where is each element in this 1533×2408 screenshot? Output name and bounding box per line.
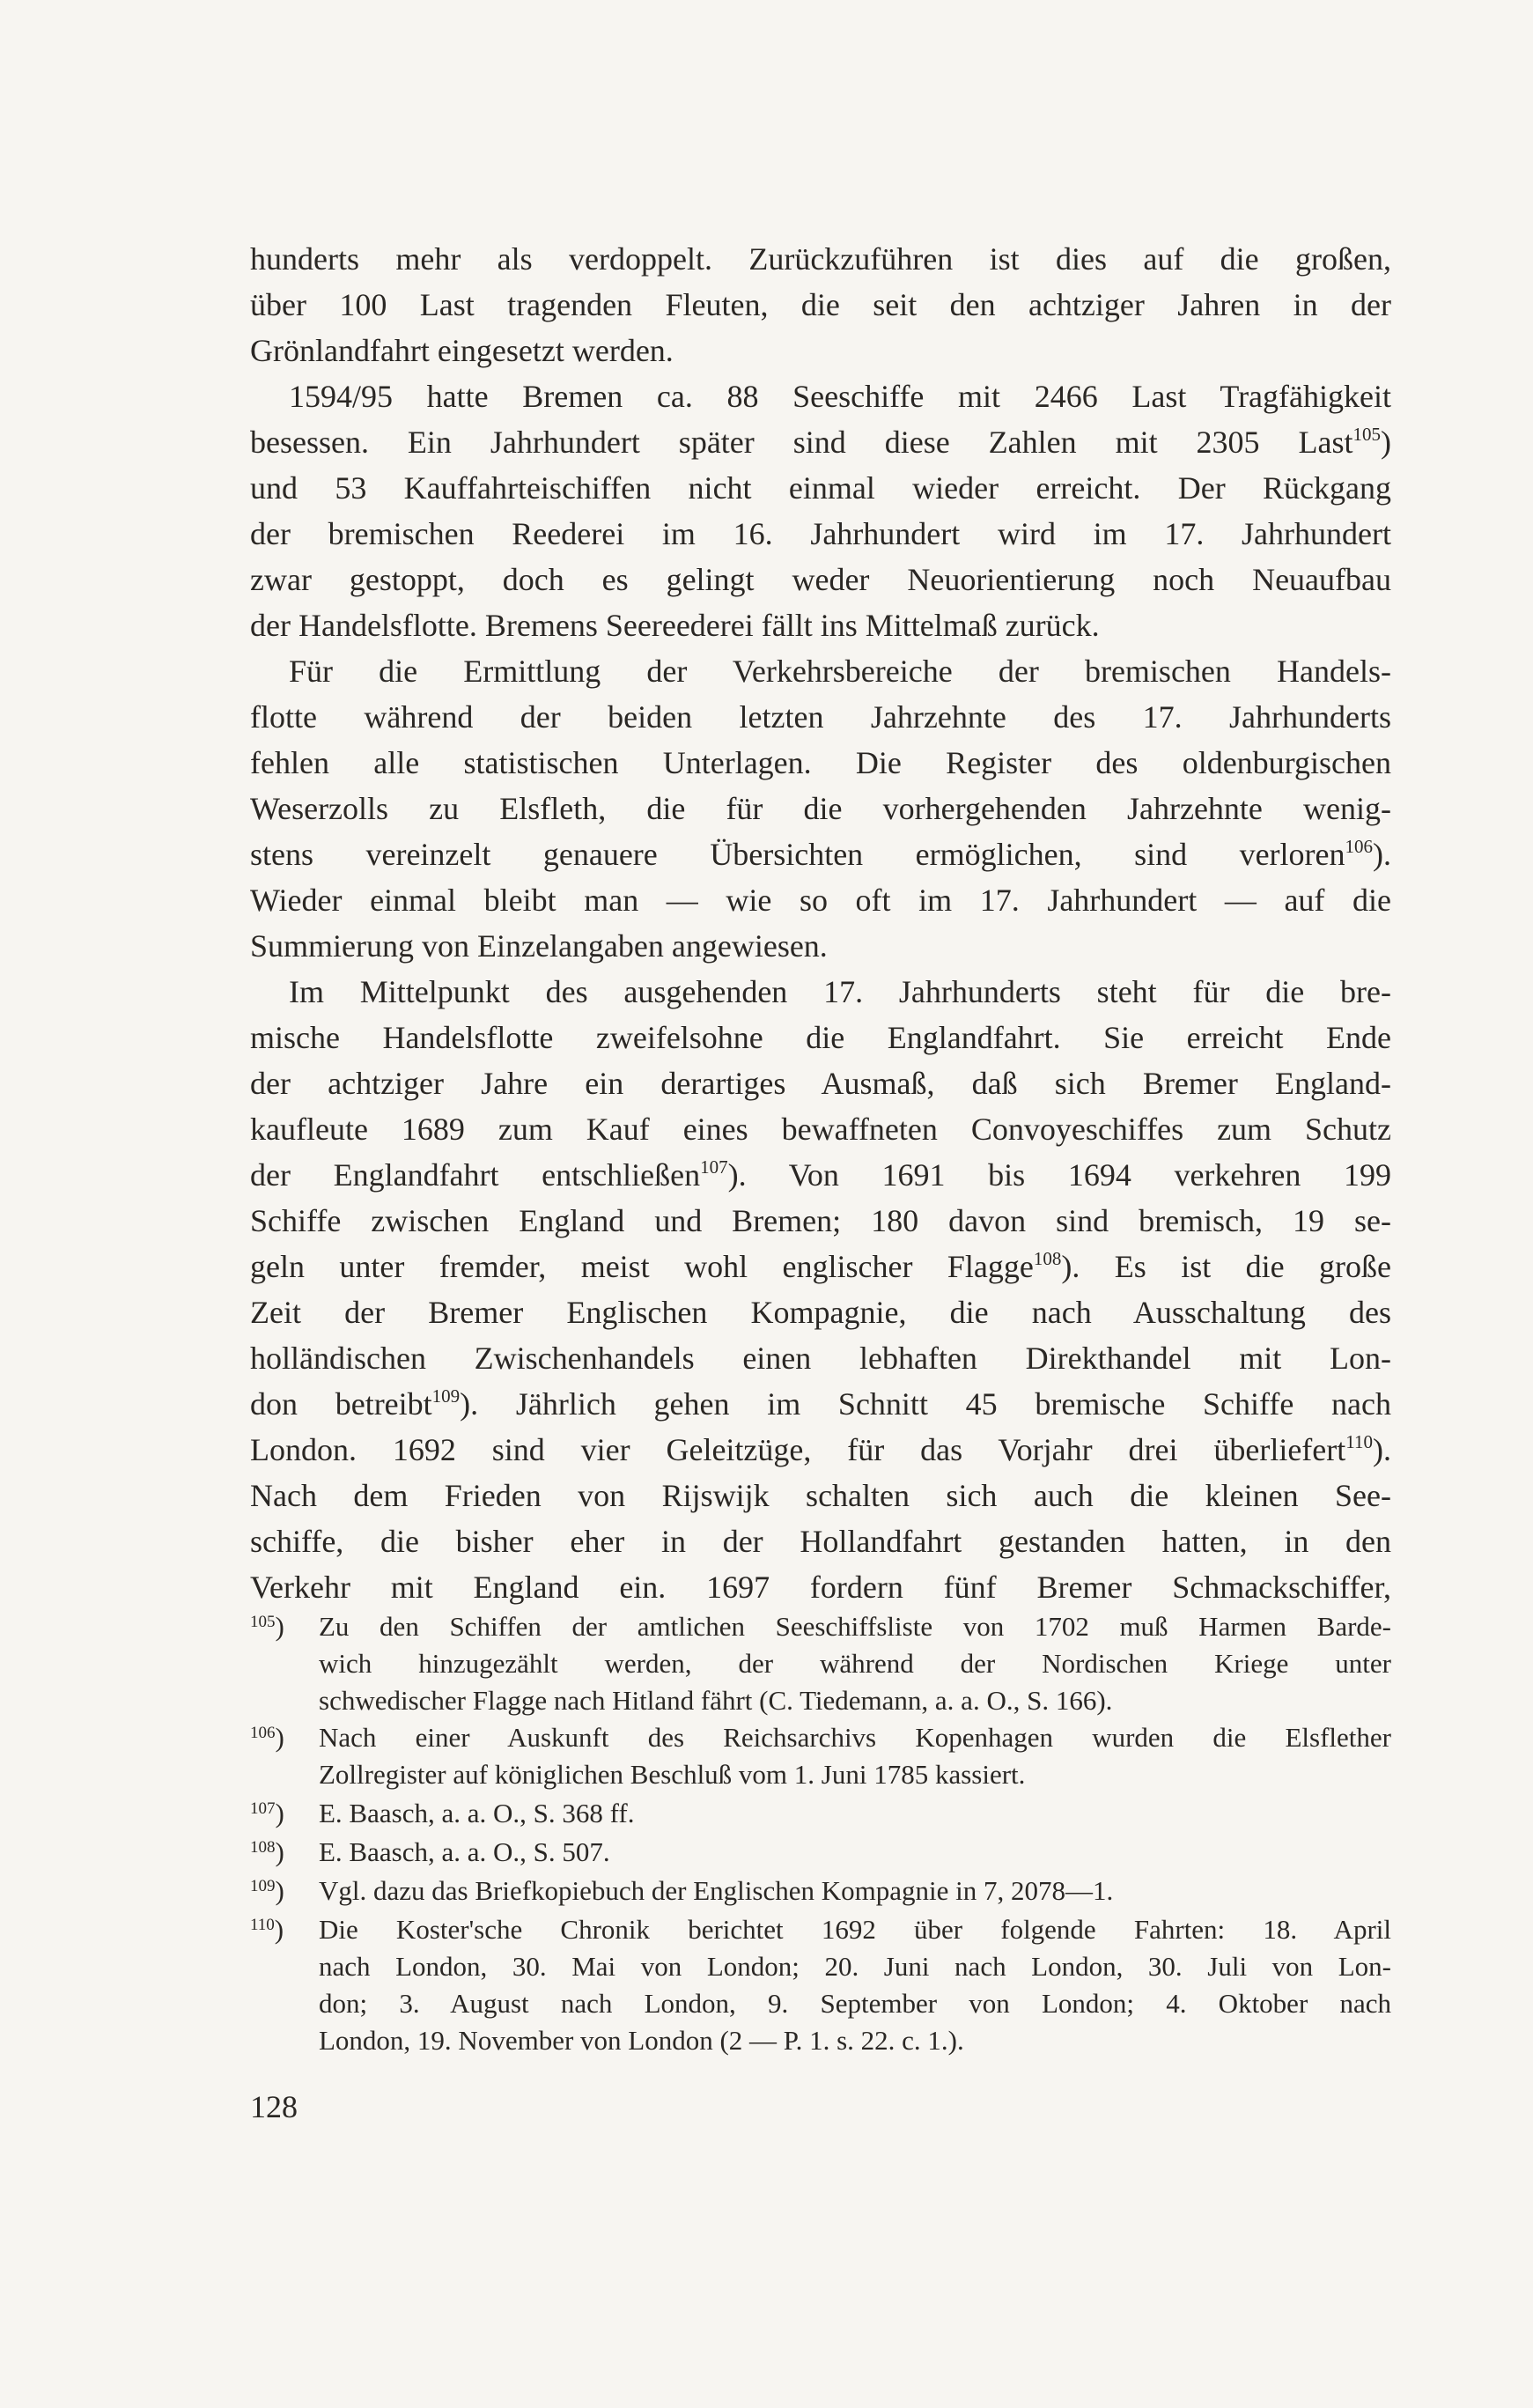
footnote-number: $^{107}$) xyxy=(250,1798,284,1828)
footnote-ref-110: 110 xyxy=(1345,1431,1373,1452)
text-line xyxy=(250,1427,1391,1473)
footnote-line: E. Baasch, a. a. O., S. 507. xyxy=(319,1836,610,1867)
text-line xyxy=(250,831,1391,877)
text-line: Grönlandfahrt eingesetzt werden. xyxy=(250,333,674,368)
footnote-line: nach London, 30. Mai von London; 20. Juni nach London, 30. Juli von Lon- xyxy=(319,1951,1391,1982)
text-line xyxy=(250,419,1391,465)
footnote-line: don; 3. August nach London, 9. September von London; 4. Oktober nach xyxy=(319,1988,1391,2019)
text-segment: ). Es ist die große xyxy=(1061,1249,1392,1284)
footnote-line: Vgl. dazu das Briefkopiebuch der Englischen Kompagnie in 7, 2078—1. xyxy=(319,1875,1114,1906)
text-line: 1594/95 hatte Bremen ca. 88 Seeschiffe mit 2466 Last Tragfähigkeit xyxy=(289,379,1391,414)
text-segment: ) xyxy=(1381,425,1391,460)
text-line: und 53 Kauffahrteischiffen nicht einmal wieder erreicht. Der Rückgang xyxy=(250,470,1391,506)
text-line: Wieder einmal bleibt man — wie so oft im 17. Jahrhundert — auf die xyxy=(250,883,1391,918)
text-line: hunderts mehr als verdoppelt. Zurückzuführen ist dies auf die großen, xyxy=(250,241,1391,277)
text-line xyxy=(250,1152,1391,1198)
footnote-line: E. Baasch, a. a. O., S. 368 ff. xyxy=(319,1798,635,1828)
text-line: schiffe, die bisher eher in der Hollandfahrt gestanden hatten, in den xyxy=(250,1524,1391,1559)
text-line: Verkehr mit England ein. 1697 fordern fünf Bremer Schmackschiffer, xyxy=(250,1570,1391,1605)
text-line: Für die Ermittlung der Verkehrsbereiche der bremischen Handels- xyxy=(289,654,1391,689)
footnote-number: $^{106}$) xyxy=(250,1722,284,1753)
footnote-line: schwedischer Flagge nach Hitland fährt (C. Tiedemann, a. a. O., S. 166). xyxy=(319,1685,1113,1716)
text-line: Summierung von Einzelangaben angewiesen. xyxy=(250,928,828,964)
text-line: der bremischen Reederei im 16. Jahrhundert wird im 17. Jahrhundert xyxy=(250,516,1391,551)
text-segment: besessen. Ein Jahrhundert später sind diese Zahlen mit 2305 Last xyxy=(250,425,1353,460)
text-line: kaufleute 1689 zum Kauf eines bewaffneten Convoyeschiffes zum Schutz xyxy=(250,1112,1391,1147)
footnote-number: $^{110}$) xyxy=(250,1914,284,1945)
text-line: der achtziger Jahre ein derartiges Ausmaß, daß sich Bremer England- xyxy=(250,1066,1391,1101)
text-line: der Handelsflotte. Bremens Seereederei fällt ins Mittelmaß zurück. xyxy=(250,608,1100,643)
text-line: Schiffe zwischen England und Bremen; 180 davon sind bremisch, 19 se- xyxy=(250,1203,1391,1238)
text-line: über 100 Last tragenden Fleuten, die seit den achtziger Jahren in der xyxy=(250,287,1391,322)
text-segment: don betreibt xyxy=(250,1386,432,1422)
footnote-ref-105: 105 xyxy=(1352,424,1381,445)
text-segment: London. 1692 sind vier Geleitzüge, für das Vorjahr drei überliefert xyxy=(250,1432,1346,1467)
page-number: 128 xyxy=(250,2089,298,2124)
footnote-number: $^{108}$) xyxy=(250,1836,284,1867)
text-segment: ). Von 1691 bis 1694 verkehren 199 xyxy=(727,1157,1391,1193)
text-line: mische Handelsflotte zweifelsohne die Englandfahrt. Sie erreicht Ende xyxy=(250,1020,1391,1055)
text-line: Weserzolls zu Elsfleth, die für die vorhergehenden Jahrzehnte wenig- xyxy=(250,791,1391,826)
footnote-line: Nach einer Auskunft des Reichsarchivs Kopenhagen wurden die Elsflether xyxy=(319,1722,1391,1753)
text-line xyxy=(250,1381,1391,1427)
text-line: flotte während der beiden letzten Jahrzehnte des 17. Jahrhunderts xyxy=(250,699,1391,735)
text-line: fehlen alle statistischen Unterlagen. Die Register des oldenburgischen xyxy=(250,745,1391,780)
footnote-line: London, 19. November von London (2 — P. 1. s. 22. c. 1.). xyxy=(319,2025,964,2056)
text-line: zwar gestoppt, doch es gelingt weder Neuorientierung noch Neuaufbau xyxy=(250,562,1391,597)
text-line: Zeit der Bremer Englischen Kompagnie, die nach Ausschaltung des xyxy=(250,1295,1391,1330)
text-line xyxy=(250,1244,1391,1289)
text-line: Im Mittelpunkt des ausgehenden 17. Jahrhunderts steht für die bre- xyxy=(289,974,1391,1009)
footnote-ref-108: 108 xyxy=(1033,1248,1062,1269)
footnote-ref-107: 107 xyxy=(700,1156,728,1178)
text-segment: der Englandfahrt entschließen xyxy=(250,1157,701,1193)
text-segment: stens vereinzelt genauere Übersichten ermöglichen, sind verloren xyxy=(250,837,1345,872)
text-segment: ). xyxy=(1373,837,1391,872)
text-line: Nach dem Frieden von Rijswijk schalten sich auch die kleinen See- xyxy=(250,1478,1391,1513)
footnote-number: $^{105}$) xyxy=(250,1611,284,1642)
footnote-line: wich hinzugezählt werden, der während der Nordischen Kriege unter xyxy=(319,1648,1391,1679)
text-segment: ). xyxy=(1373,1432,1391,1467)
text-line: holländischen Zwischenhandels einen lebhaften Direkthandel mit Lon- xyxy=(250,1341,1391,1376)
footnote-line: Zollregister auf königlichen Beschluß vom 1. Juni 1785 kassiert. xyxy=(319,1759,1026,1790)
text-segment: ). Jährlich gehen im Schnitt 45 bremische Schiffe nach xyxy=(460,1386,1391,1422)
text-segment: geln unter fremder, meist wohl englischer Flagge xyxy=(250,1249,1034,1284)
footnote-ref-106: 106 xyxy=(1345,836,1373,857)
footnote-number: $^{109}$) xyxy=(250,1875,284,1906)
footnote-line: Die Koster'sche Chronik berichtet 1692 über folgende Fahrten: 18. April xyxy=(319,1914,1391,1945)
footnote-ref-109: 109 xyxy=(431,1385,461,1407)
footnote-line: Zu den Schiffen der amtlichen Seeschiffsliste von 1702 muß Harmen Barde- xyxy=(319,1611,1391,1642)
